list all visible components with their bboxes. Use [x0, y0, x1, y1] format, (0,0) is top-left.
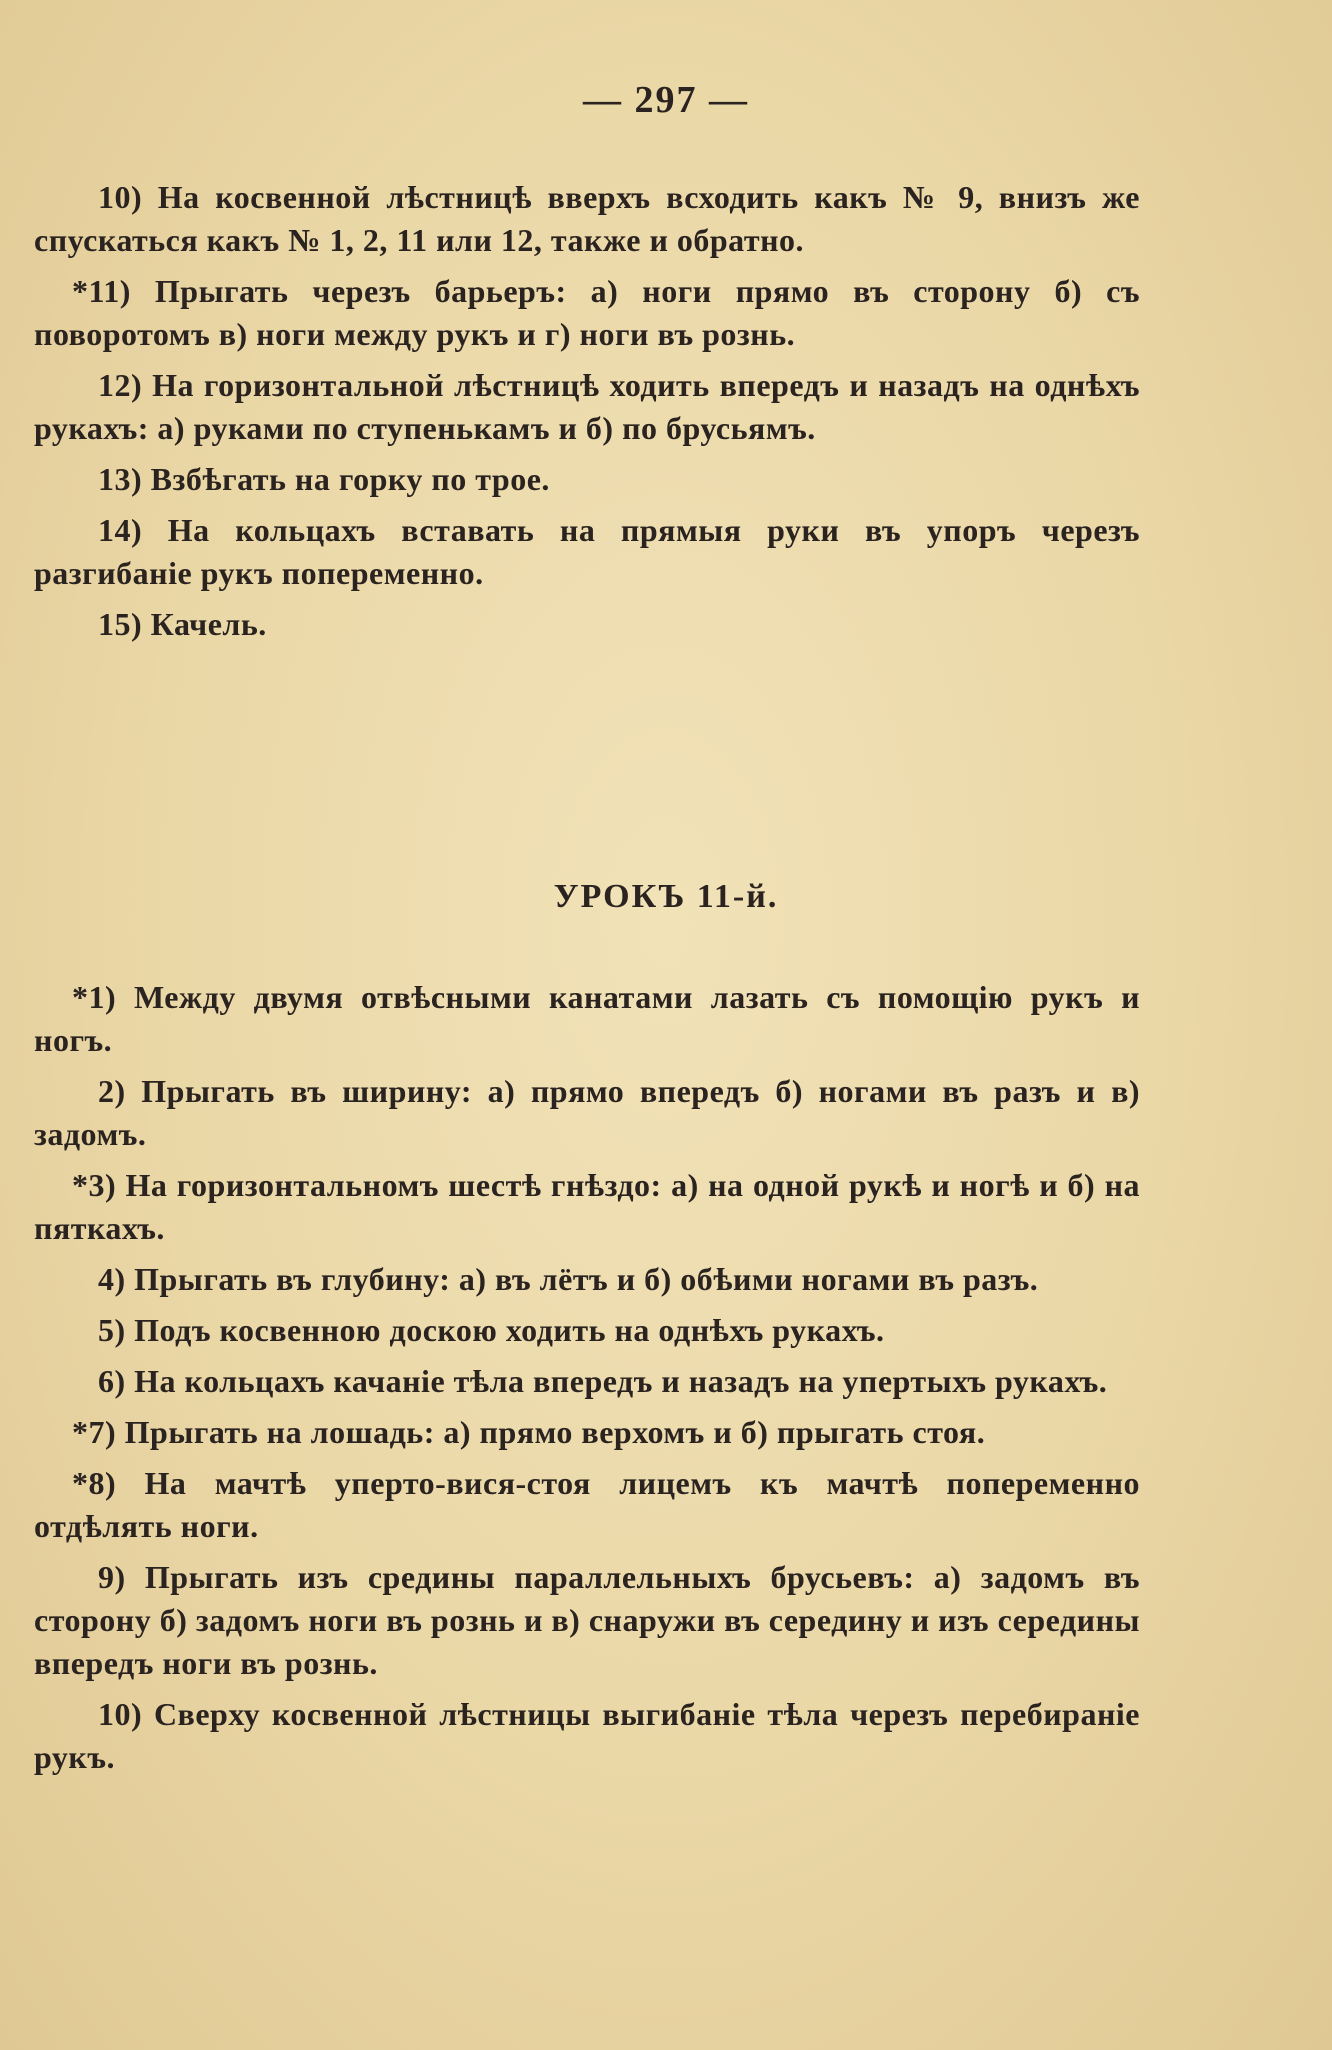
- exercise-item: 14) На кольцахъ вставать на прямыя руки въ упоръ черезъ разгибанiе рукъ попеременно.: [34, 512, 1140, 591]
- exercise-list-top: [34, 176, 1140, 654]
- exercise-item: 6) На кольцахъ качанiе тѣла впередъ и назадъ на упертыхъ рукахъ.: [98, 1363, 1108, 1399]
- exercise-item: 12) На горизонтальной лѣстницѣ ходить впередъ и назадъ на однѣхъ рукахъ: а) руками по ступенькамъ и б) по брусьямъ.: [34, 367, 1140, 446]
- page-number: — 297 —: [583, 79, 749, 121]
- exercise-item: 4) Прыгать въ глубину: а) въ лётъ и б) обѣими ногами въ разъ.: [98, 1261, 1039, 1297]
- exercise-item: *8) На мачтѣ уперто-вися-стоя лицемъ къ мачтѣ попеременно отдѣлять ноги.: [34, 1465, 1140, 1544]
- exercise-item: 13) Взбѣгать на горку по трое.: [98, 461, 550, 497]
- exercise-item: 9) Прыгать изъ средины параллельныхъ брусьевъ: а) задомъ въ сторону б) задомъ ноги въ рознь и в) снаружи въ середину и изъ середины впередъ ноги въ рознь.: [34, 1559, 1140, 1681]
- exercise-item: *3) На горизонтальномъ шестѣ гнѣздо: а) на одной рукѣ и ногѣ и б) на пяткахъ.: [34, 1167, 1140, 1246]
- exercise-item: *1) Между двумя отвѣсными канатами лазать съ помощiю рукъ и ногъ.: [34, 979, 1140, 1058]
- lesson-heading: УРОКЪ 11-й.: [553, 878, 779, 915]
- exercise-item: *7) Прыгать на лошадь: а) прямо верхомъ и б) прыгать стоя.: [72, 1414, 986, 1450]
- exercise-list-bottom: [34, 976, 1140, 1787]
- exercise-item: 2) Прыгать въ ширину: а) прямо впередъ б) ногами въ разъ и в) задомъ.: [34, 1073, 1140, 1152]
- exercise-item: 15) Качель.: [98, 606, 267, 642]
- exercise-item: 10) На косвенной лѣстницѣ вверхъ всходить какъ № 9, внизъ же спускаться какъ № 1, 2, 11 или 12, также и обратно.: [34, 179, 1140, 258]
- exercise-item: 10) Сверху косвенной лѣстницы выгибанiе тѣла черезъ перебиранiе рукъ.: [34, 1696, 1140, 1775]
- exercise-item: 5) Подъ косвенною доскою ходить на однѣхъ рукахъ.: [98, 1312, 885, 1348]
- exercise-item: *11) Прыгать черезъ барьеръ: а) ноги прямо въ сторону б) съ поворотомъ в) ноги между рукъ и г) ноги въ рознь.: [34, 273, 1140, 352]
